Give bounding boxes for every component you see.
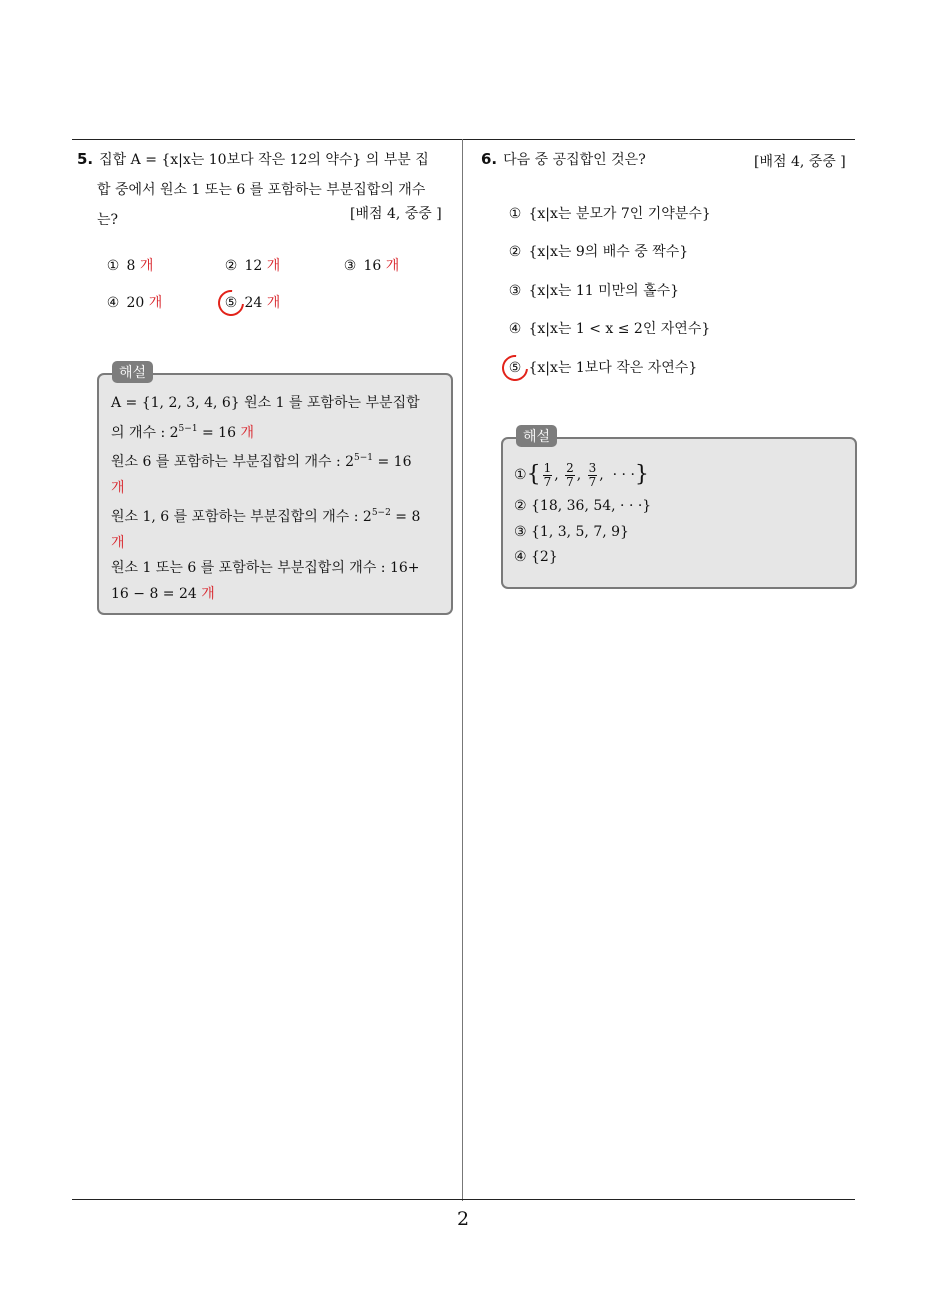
choice-value: 24 bbox=[244, 295, 263, 311]
choice-5[interactable] bbox=[506, 357, 697, 377]
choice-text: {x|x는 1보다 작은 자연수} bbox=[528, 360, 698, 376]
choice-mark: ① bbox=[106, 258, 120, 274]
choice-3[interactable] bbox=[506, 280, 679, 300]
choice-mark: ① bbox=[508, 206, 522, 222]
bottom-rule bbox=[72, 1199, 855, 1200]
choice-value: 16 bbox=[363, 258, 382, 274]
question-number: 5. bbox=[77, 150, 94, 168]
solution-text bbox=[514, 456, 849, 571]
choice-1[interactable] bbox=[104, 255, 153, 275]
question-text: 는? bbox=[97, 212, 119, 228]
solution-line: ④ {2} bbox=[514, 549, 558, 565]
solution-line: 개 bbox=[111, 534, 125, 551]
solution-line: ①{ $\frac{1}{7}$ , $\frac{2}{7}$ , $\frac{3}{7}$ , · · ·} bbox=[514, 460, 649, 489]
choice-mark: ④ bbox=[106, 295, 120, 311]
points-label: [배점 4, 중중 ] bbox=[754, 154, 846, 170]
choice-unit: 개 bbox=[266, 295, 281, 311]
choice-1[interactable] bbox=[506, 203, 711, 223]
choice-text: {x|x는 분모가 7인 기약분수} bbox=[528, 206, 711, 222]
choice-text: {x|x는 9의 배수 중 짝수} bbox=[528, 244, 689, 260]
choice-4[interactable] bbox=[104, 292, 162, 312]
question-text: 집합 A = {x|x는 10보다 작은 12의 약수} 의 부분 집 bbox=[99, 152, 429, 168]
choice-unit: 개 bbox=[266, 258, 281, 274]
choice-3[interactable] bbox=[341, 255, 399, 275]
choice-2[interactable] bbox=[506, 241, 688, 261]
choice-unit: 개 bbox=[139, 258, 154, 274]
choice-mark: ④ bbox=[508, 321, 522, 337]
question-6 bbox=[481, 144, 646, 175]
solution-line: 16 − 8 = 24 개 bbox=[111, 585, 215, 602]
choice-text: {x|x는 1 < x ≤ 2인 자연수} bbox=[528, 321, 711, 337]
choice-unit: 개 bbox=[385, 258, 400, 274]
choice-value: 20 bbox=[126, 295, 145, 311]
choice-mark: ② bbox=[224, 258, 238, 274]
choice-2[interactable] bbox=[222, 255, 280, 275]
answer-circle-mark: ⑤ bbox=[506, 360, 524, 376]
answer-circle-mark: ⑤ bbox=[222, 295, 240, 311]
choice-value: 12 bbox=[244, 258, 263, 274]
fraction: $\frac{1}{7}$ bbox=[543, 460, 552, 489]
solution-text bbox=[111, 391, 446, 607]
choice-mark: ② bbox=[508, 244, 522, 260]
solution-line: 원소 6 를 포함하는 부분집합의 개수 : $2^{5-1} = 16$ bbox=[111, 453, 412, 470]
top-rule bbox=[72, 139, 855, 140]
solution-line: 원소 1, 6 를 포함하는 부분집합의 개수 : $2^{5-2} = 8$ bbox=[111, 508, 421, 525]
choice-5[interactable] bbox=[222, 292, 280, 312]
solution-line: 원소 1 또는 6 를 포함하는 부분집합의 개수 : 16+ bbox=[111, 560, 420, 576]
points-label: [배점 4, 중중 ] bbox=[350, 206, 442, 222]
choice-mark: ③ bbox=[508, 283, 522, 299]
choice-text: {x|x는 11 미만의 홀수} bbox=[528, 283, 680, 299]
fraction: $\frac{3}{7}$ bbox=[588, 460, 597, 489]
choice-value: 8 bbox=[126, 258, 136, 274]
question-text: 합 중에서 원소 1 또는 6 를 포함하는 부분집합의 개수 bbox=[97, 182, 426, 198]
choice-mark: ③ bbox=[343, 258, 357, 274]
fraction: $\frac{2}{7}$ bbox=[566, 460, 574, 489]
solution-line: 의 개수 : $2^{5-1} = 16$ 개 bbox=[111, 423, 254, 441]
column-divider bbox=[462, 139, 463, 1201]
solution-tag: 해설 bbox=[112, 361, 153, 383]
solution-line: ② {18, 36, 54, · · ·} bbox=[514, 498, 652, 514]
question-text: 다음 중 공집합인 것은? bbox=[503, 152, 646, 168]
solution-line: 개 bbox=[111, 479, 125, 496]
page-number: 2 bbox=[456, 1208, 470, 1230]
question-number: 6. bbox=[481, 150, 498, 168]
solution-tag: 해설 bbox=[516, 425, 557, 447]
solution-line: A = {1, 2, 3, 4, 6} 원소 1 를 포함하는 부분집합 bbox=[111, 395, 420, 411]
choice-4[interactable] bbox=[506, 318, 710, 338]
solution-line: ③ {1, 3, 5, 7, 9} bbox=[514, 523, 629, 540]
choice-unit: 개 bbox=[148, 295, 163, 311]
